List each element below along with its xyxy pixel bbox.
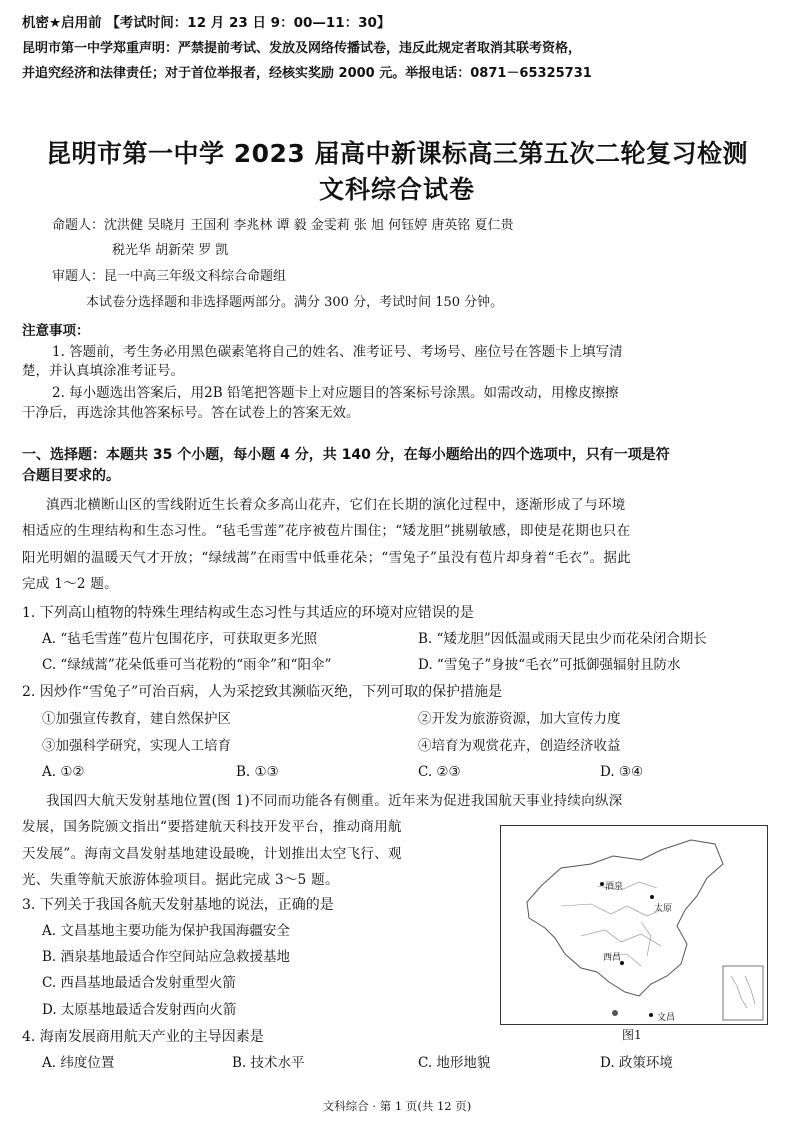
passage2-line: 我国四大航天发射基地位置(图 1)不同而功能各有侧重。近年来为促进我国航天事业持续向纵深 xyxy=(46,793,623,809)
authors-line-2: 税光华 胡新荣 罗 凯 xyxy=(112,243,229,258)
question-1-stem: 1. 下列高山植物的特殊生理结构或生态习性与其适应的环境对应错误的是 xyxy=(22,605,474,621)
question-3-option-d: D. 太原基地最适合发射西向火箭 xyxy=(42,1002,237,1018)
question-4-option-d: D. 政策环境 xyxy=(600,1055,673,1071)
note-1b: 楚，并认真填涂准考证号。 xyxy=(22,363,184,379)
china-launch-sites-map xyxy=(500,825,768,1025)
map-label-wenchang: 文昌 xyxy=(657,1013,676,1023)
reviewers: 审题人：昆一中高三年级文科综合命题组 xyxy=(52,269,287,284)
question-2-statement-2: ②开发为旅游资源，加大宣传力度 xyxy=(418,711,621,727)
passage1-line: 阳光明媚的温暖天气才开放；“绿绒蒿”在雨雪中低垂花朵；“雪兔子”虽没有苞片却身着“毛衣”。据此 xyxy=(22,550,632,566)
section-heading-line-2: 合题目要求的。 xyxy=(22,468,120,484)
question-1-option-d: D. “雪兔子”身披“毛衣”可抵御强辐射且防水 xyxy=(418,657,681,673)
question-2-statement-4: ④培育为观赏花卉，创造经济收益 xyxy=(418,738,621,754)
note-2b: 干净后，再选涂其他答案标号。答在试卷上的答案无效。 xyxy=(22,405,360,421)
question-3-option-a: A. 文昌基地主要功能为保护我国海疆安全 xyxy=(42,923,290,939)
question-2-option-b: B. ①③ xyxy=(236,764,279,780)
passage1-line: 完成 1～2 题。 xyxy=(22,576,118,592)
question-3-option-c: C. 西昌基地最适合发射重型火箭 xyxy=(42,975,236,991)
note-2a: 2. 每小题选出答案后，用2B 铅笔把答题卡上对应题目的答案标号涂黑。如需改动，用橡皮擦擦 xyxy=(52,385,619,401)
confidential-exam-time: 机密★启用前 【考试时间：12 月 23 日 9：00—11：30】 xyxy=(22,15,391,31)
question-1-option-a: A. “毡毛雪莲”苞片包围花序，可获取更多光照 xyxy=(42,631,318,647)
integrity-notice-line-2: 并追究经济和法律责任；对于首位举报者，经核实奖励 2000 元。举报电话：0871－65325731 xyxy=(22,66,592,81)
note-1a: 1. 答题前，考生务必用黑色碳素笔将自己的姓名、准考证号、考场号、座位号在答题卡上填写清 xyxy=(52,344,623,360)
question-4-stem: 4. 海南发展商用航天产业的主导因素是 xyxy=(22,1029,264,1045)
authors-line-1: 命题人：沈洪健 吴晓月 王国利 李兆林 谭 毅 金雯莉 张 旭 何钰婷 唐英铭 夏仁贵 xyxy=(52,218,514,233)
passage2-line: 天发展”。海南文昌发射基地建设最晚，计划推出太空飞行、观 xyxy=(22,846,402,862)
exam-info: 本试卷分选择题和非选择题两部分。满分 300 分，考试时间 150 分钟。 xyxy=(86,295,504,310)
notes-heading: 注意事项： xyxy=(22,323,90,339)
question-1-option-b: B. “矮龙胆”因低温或雨天昆虫少而花朵闭合期长 xyxy=(418,631,707,647)
question-1-option-c: C. “绿绒蒿”花朵低垂可当花粉的“雨伞”和“阳伞” xyxy=(42,657,332,673)
exam-subtitle: 文科综合试卷 xyxy=(318,175,475,204)
map-label-jiuquan: 酒泉 xyxy=(605,882,624,892)
question-4-option-a: A. 纬度位置 xyxy=(42,1055,115,1071)
question-2-option-c: C. ②③ xyxy=(418,764,461,780)
map-caption: 图1 xyxy=(622,1028,642,1042)
map-label-xichang: 西昌 xyxy=(603,953,622,963)
section-heading-line-1: 一、选择题：本题共 35 个小题，每小题 4 分，共 140 分，在每小题给出的四个选项中，只有一项是符 xyxy=(22,447,670,463)
question-2-option-a: A. ①② xyxy=(42,764,85,780)
exam-title: 昆明市第一中学 2023 届高中新课标高三第五次二轮复习检测 xyxy=(46,139,748,168)
passage1-line: 滇西北横断山区的雪线附近生长着众多高山花卉，它们在长期的演化过程中，逐渐形成了与环境 xyxy=(46,497,626,513)
question-3-option-b: B. 酒泉基地最适合作空间站应急救援基地 xyxy=(42,949,291,965)
passage2-line: 光、失重等航天旅游体验项目。据此完成 3～5 题。 xyxy=(22,872,339,888)
question-2-stem: 2. 因炒作“雪兔子”可治百病，人为采挖致其濒临灭绝，下列可取的保护措施是 xyxy=(22,684,503,700)
page-footer: 文科综合 · 第 1 页(共 12 页) xyxy=(322,1099,472,1113)
china-map-outline xyxy=(501,826,767,1024)
question-4-option-c: C. 地形地貌 xyxy=(418,1055,491,1071)
question-2-statement-3: ③加强科学研究，实现人工培育 xyxy=(42,738,231,754)
question-2-statement-1: ①加强宣传教育，建自然保护区 xyxy=(42,711,231,727)
passage2-line: 发展，国务院颁文指出“要搭建航天科技开发平台，推动商用航 xyxy=(22,819,402,835)
question-3-stem: 3. 下列关于我国各航天发射基地的说法，正确的是 xyxy=(22,897,334,913)
passage1-line: 相适应的生理结构和生态习性。“毡毛雪莲”花序被苞片围住；“矮龙胆”挑剔敏感，即使是花期也只在 xyxy=(22,523,631,539)
map-label-taiyuan: 太原 xyxy=(654,904,673,914)
question-4-option-b: B. 技术水平 xyxy=(232,1055,305,1071)
integrity-notice-line-1: 昆明市第一中学郑重声明：严禁提前考试、发放及网络传播试卷，违反此规定者取消其联考资格， xyxy=(22,41,582,56)
question-2-option-d: D. ③④ xyxy=(600,764,644,780)
